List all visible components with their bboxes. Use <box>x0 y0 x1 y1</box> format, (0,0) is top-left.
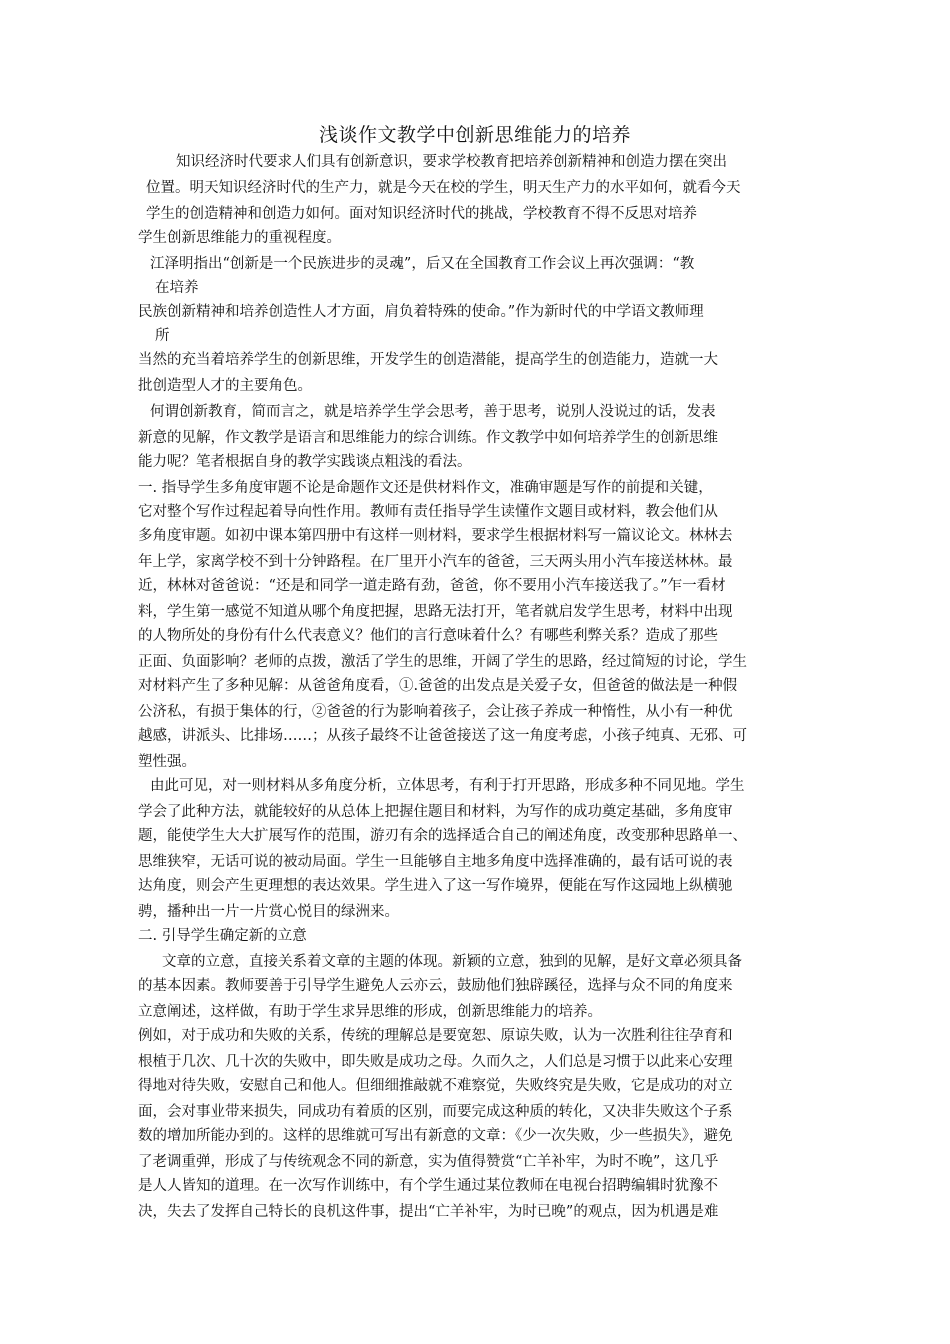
text-line: 骋，播种出一片一片赏心悦目的绿洲来。 <box>138 904 399 920</box>
text-line: 塑性强。 <box>138 754 196 770</box>
text-line: 多角度审题。如初中课本第四册中有这样一则材料，要求学生根据材料写一篇议论文。林林去 <box>138 528 733 544</box>
text-line: 学会了此种方法，就能较好的从总体上把握住题目和材料，为写作的成功奠定基础，多角度审 <box>138 804 733 820</box>
text-line: 一. 指导学生多角度审题不论是命题作文还是供材料作文，准确审题是写作的前提和关键， <box>138 480 713 496</box>
text-line: 由此可见，对一则材料从多角度分析，立体思考，有利于打开思路，形成多种不同见地。学生 <box>150 778 745 794</box>
text-line: 得地对待失败，安慰自己和他人。但细细推敲就不难察觉，失败终究是失败，它是成功的对立 <box>138 1078 733 1094</box>
text-line: 决，失去了发挥自己特长的良机这件事，提出“亡羊补牢，为时已晚”的观点，因为机遇是难 <box>138 1204 719 1220</box>
text-line: 是人人皆知的道理。在一次写作训练中，有个学生通过某位教师在电视台招聘编辑时犹豫不 <box>138 1178 718 1194</box>
text-line: 的人物所处的身份有什么代表意义？他们的言行意味着什么？有哪些利弊关系？造成了那些 <box>138 628 718 644</box>
section-heading: 二. 引导学生确定新的立意 <box>138 928 307 944</box>
text-line: 它对整个写作过程起着导向性作用。教师有责任指导学生读懂作文题目或材料，教会他们从 <box>138 504 718 520</box>
text-line: 何谓创新教育，简而言之，就是培养学生学会思考，善于思考，说别人没说过的话，发表 <box>150 404 716 420</box>
text-line: 根植于几次、几十次的失败中，即失败是成功之母。久而久之，人们总是习惯于以此来心安理 <box>138 1054 733 1070</box>
text-line: 达角度，则会产生更理想的表达效果。学生进入了这一写作境界，便能在写作这园地上纵横驰 <box>138 878 733 894</box>
text-line: 能力呢？笔者根据自身的教学实践谈点粗浅的看法。 <box>138 454 472 470</box>
text-line: 位置。明天知识经济时代的生产力，就是今天在校的学生，明天生产力的水平如何，就看今天 <box>146 180 741 196</box>
text-line: 的基本因素。教师要善于引导学生避免人云亦云，鼓励他们独辟蹊径，选择与众不同的角度来 <box>138 978 733 994</box>
text-line: 文章的立意，直接关系着文章的主题的体现。新颖的立意，独到的见解，是好文章必须具备 <box>162 954 742 970</box>
text-line: 批创造型人才的主要角色。 <box>138 378 312 394</box>
text-line: 正面、负面影响？老师的点拨，激活了学生的思维，开阔了学生的思路，经过简短的讨论，学生 <box>138 654 747 670</box>
text-line: 越感，讲派头、比排场……；从孩子最终不让爸爸接送了这一角度考虑，小孩子纯真、无邪、可 <box>138 728 747 744</box>
text-line: 思维狭窄，无话可说的被动局面。学生一旦能够自主地多角度中选择准确的，最有话可说的表 <box>138 854 733 870</box>
text-line: 了老调重弹，形成了与传统观念不同的新意，实为值得赞赏“亡羊补牢，为时不晚”，这几乎 <box>138 1154 719 1170</box>
text-line: 新意的见解，作文教学是语言和思维能力的综合训练。作文教学中如何培养学生的创新思维 <box>138 430 718 446</box>
text-line: 知识经济时代要求人们具有创新意识，要求学校教育把培养创新精神和创造力摆在突出 <box>176 154 727 170</box>
text-line: 民族创新精神和培养创造性人才方面，肩负着特殊的使命。”作为新时代的中学语文教师理 <box>138 304 704 320</box>
text-line: 料，学生第一感觉不知道从哪个角度把握，思路无法打开，笔者就启发学生思考，材料中出现 <box>138 604 733 620</box>
text-line: 近，林林对爸爸说：“还是和同学一道走路有劲，爸爸，你不要用小汽车接送我了。”乍一看材 <box>138 578 726 594</box>
text-line: 面，会对事业带来损失，同成功有着质的区别，而要完成这种质的转化，又决非失败这个子系 <box>138 1104 733 1120</box>
document-title: 浅谈作文教学中创新思维能力的培养 <box>318 124 631 146</box>
text-line: 学生的创造精神和创造力如何。面对知识经济时代的挑战，学校教育不得不反思对培养 <box>146 206 697 222</box>
text-line: 对材料产生了多种见解：从爸爸角度看，①.爸爸的出发点是关爱子女，但爸爸的做法是一种假 <box>138 678 738 694</box>
text-line: 公济私，有损于集体的行，②爸爸的行为影响着孩子，会让孩子养成一种惰性，从小有一种优 <box>138 704 733 720</box>
text-line: 所 <box>155 328 170 344</box>
text-line: 学生创新思维能力的重视程度。 <box>138 230 341 246</box>
text-line: 江泽明指出“创新是一个民族进步的灵魂”，后又在全国教育工作会议上再次强调：“教 <box>150 256 695 272</box>
text-line: 在培养 <box>155 280 199 296</box>
text-line: 数的增加所能办到的。这样的思维就可写出有新意的文章：《少一次失败，少一些损失》，避免 <box>138 1128 733 1144</box>
text-line: 题，能使学生大大扩展写作的范围，游刃有余的选择适合自己的阐述角度，改变那种思路单一、 <box>138 828 747 844</box>
text-line: 年上学，家离学校不到十分钟路程。在厂里开小汽车的爸爸，三天两头用小汽车接送林林。最 <box>138 554 733 570</box>
text-line: 立意阐述，这样做，有助于学生求异思维的形成，创新思维能力的培养。 <box>138 1004 602 1020</box>
text-line: 当然的充当着培养学生的创新思维，开发学生的创造潜能，提高学生的创造能力，造就一大 <box>138 352 718 368</box>
text-line: 例如，对于成功和失败的关系，传统的理解总是要宽恕、原谅失败，认为一次胜利往往孕育和 <box>138 1028 733 1044</box>
